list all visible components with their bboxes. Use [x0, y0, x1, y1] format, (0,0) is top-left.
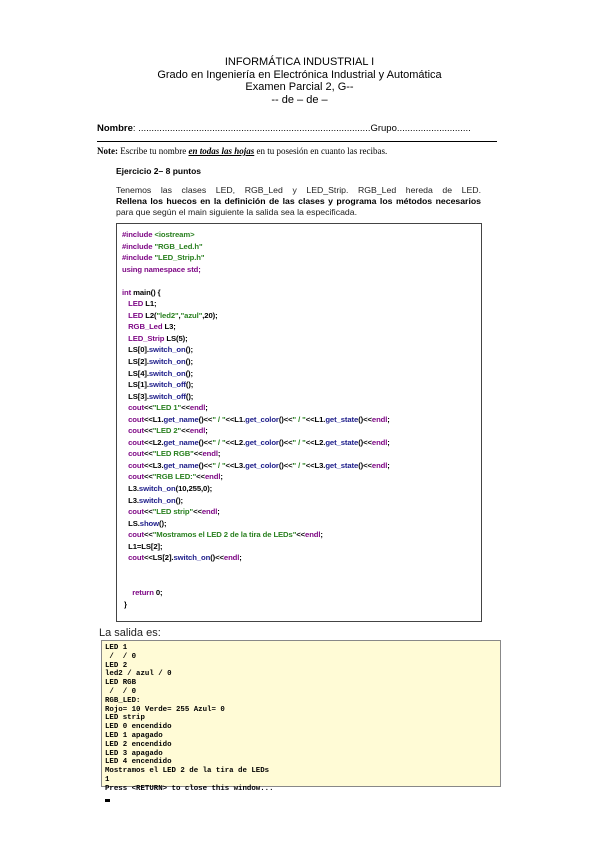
course-title: INFORMÁTICA INDUSTRIAL I: [224, 56, 375, 68]
divider: [97, 141, 497, 142]
note-after: en tu posesión en cuanto las recibas.: [254, 146, 388, 156]
exam-title: Examen Parcial 2, G--: [245, 81, 354, 93]
degree-title: Grado en Ingeniería en Electrónica Industrial y Automática: [157, 68, 442, 81]
console-line: Rojo= 10 Verde= 255 Azul= 0: [105, 705, 225, 714]
nombre-label: Nombre: [97, 123, 133, 134]
console-line: Mostramos el LED 2 de la tira de LEDs: [105, 767, 270, 776]
student-name-line: [97, 123, 471, 134]
console-line: LED strip: [105, 714, 145, 723]
statement-line-1: Tenemos las clases LED, RGB_Led y LED_Strip. RGB_Led hereda de LED.: [116, 185, 481, 195]
console-line: LED 2: [105, 661, 128, 670]
output-label: La salida es:: [99, 627, 161, 639]
exercise-statement: [116, 185, 481, 217]
console-line: LED 3 apagado: [105, 749, 163, 758]
exam-date: -- de – de –: [271, 93, 328, 106]
console-line: RGB_LED:: [105, 696, 141, 705]
console-line: LED 0 encendido: [105, 723, 172, 732]
console-line: 1: [105, 775, 110, 784]
console-line: led2 / azul / 0: [105, 670, 172, 679]
console-output: [101, 640, 501, 793]
console-text: [105, 644, 274, 802]
console-line: LED 2 encendido: [105, 740, 172, 749]
note-label: Note:: [97, 146, 118, 156]
exam-header: [0, 56, 599, 106]
nombre-dots: : ........................................................................................Grupo............................: [132, 123, 471, 134]
console-line: Press <RETURN> to close this window...: [105, 784, 274, 793]
note-before: Escribe tu nombre: [118, 146, 189, 156]
code-listing: [116, 223, 482, 622]
note: [97, 146, 387, 156]
console-line: LED RGB: [105, 679, 137, 688]
cursor: [105, 799, 110, 802]
console-line: LED 4 encendido: [105, 758, 172, 767]
exercise-title: Ejercicio 2– 8 puntos: [116, 166, 202, 176]
console-line: / / 0: [105, 652, 137, 661]
code-text: #include <iostream> #include "RGB_Led.h" #include "LED_Strip.h" using namespace std; int main() { LED L1; LED L2("led2","azul",20); RGB_Led L3; LED_Strip LS(5); LS[0].switch_on(); LS[2].switch_on(); LS[4].switch_on(); LS[1].switch_off(); LS[3].switch_off(); cout<<"LED 1"<<endl; cout<<L1.get_name()<<" / "<<L1.get_color()<<" / "<<L1.get_state()<<endl; cout<<"LED 2"<<endl; cout<<L2.get_name()<<" / "<<L2.get_color()<<" / "<<L2.get_state()<<endl; cout<<"LED RGB"<<endl; cout<<L3.get_name()<<" / "<<L3.get_color()<<" / "<<L3.get_state()<<endl; cout<<"RGB LED:"<<endl; L3.switch_on(10,255,0); L3.switch_on(); cout<<"LED strip"<<endl; LS.show(); cout<<"Mostramos el LED 2 de la tira de LEDs"<<endl; L1=LS[2]; cout<<LS[2].switch_on()<<endl; return 0; }: [122, 230, 390, 609]
console-line: / / 0: [105, 687, 137, 696]
console-line: LED 1: [105, 644, 128, 652]
statement-line-2: Rellena los huecos en la definición de las clases y programa los métodos necesarios: [116, 195, 481, 206]
console-line: LED 1 apagado: [105, 731, 163, 740]
note-emphasis: en todas las hojas: [188, 146, 255, 156]
statement-line-3: para que según el main siguiente la salida sea la especificada.: [116, 206, 357, 217]
